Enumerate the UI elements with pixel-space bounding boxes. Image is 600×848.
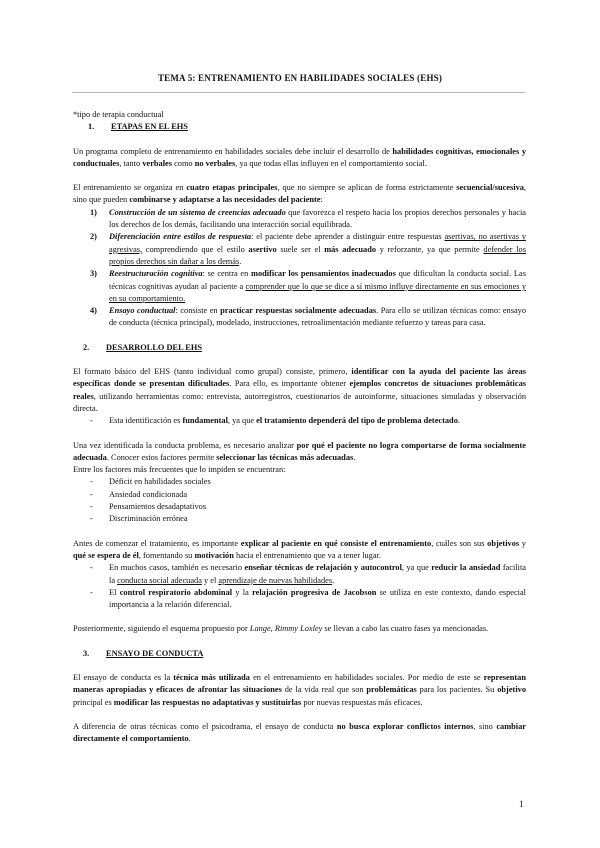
text-run: , ya que — [401, 563, 432, 573]
bold-run: el tratamiento dependerá del tipo de problema detectado — [256, 416, 458, 426]
bold-run: técnica más utilizada — [173, 672, 250, 682]
text-run: , cuáles son sus — [431, 538, 488, 548]
bold-run: reducir la ansiedad — [431, 563, 501, 573]
list-item — [73, 562, 526, 587]
text-run: se llevan a cabo las cuatro fases ya mencionadas. — [322, 624, 489, 634]
paragraph — [73, 538, 526, 563]
text-run: para los pacientes. Su — [416, 685, 498, 695]
paragraph — [73, 721, 526, 746]
text-run: : se centra en — [202, 269, 252, 279]
paragraph — [73, 366, 526, 415]
document-body — [73, 109, 526, 745]
text-run: . — [239, 256, 242, 266]
text-run: que dificultan la conducta social. Las técnicas cognitivas ayudan al paciente a — [109, 269, 526, 291]
bold-run: fundamental — [182, 416, 228, 426]
bold-italic-run: Reestructuración cognitiva — [109, 269, 203, 279]
list-item — [73, 207, 526, 232]
text-run: , ya que — [227, 416, 257, 426]
section-heading-ensayo — [73, 648, 526, 660]
text-run: y el — [201, 575, 219, 585]
bold-run: practicar respuestas socialmente adecuadas — [220, 306, 377, 316]
bold-run: no busca explorar conflictos internos — [336, 721, 474, 731]
text-run: , utilizando herramientas como: entrevista, autorregistros, cuestionarios de autoinforme, situaciones simuladas y observación directa. — [73, 391, 526, 413]
section-label: ETAPAS EN EL EHS — [111, 122, 188, 132]
text-run: por nuevas respuestas más eficaces. — [301, 697, 423, 707]
text-run: , tanto — [119, 158, 143, 168]
bold-run: más adecuado — [324, 244, 377, 254]
text-run: El formato básico del EHS (tanto individual como grupal) consiste, primero, — [73, 367, 352, 377]
text-run: , sino que pueden — [73, 183, 527, 205]
list-number: 2) — [90, 232, 97, 242]
text-run: Una vez identificada la conducta problema, es necesario analizar — [73, 440, 297, 450]
bold-run: cambiar directamente el comportamiento — [73, 721, 526, 744]
section-heading-etapas — [73, 121, 526, 133]
page-number: 1 — [519, 799, 524, 809]
list-item — [73, 231, 526, 268]
list-item: - Déficit en habilidades sociales — [73, 476, 526, 488]
text-run: En muchos casos, también es necesario — [109, 563, 245, 573]
text-run: : — [320, 195, 323, 205]
page-title: TEMA 5: ENTRENAMIENTO EN HABILIDADES SOCIALES (EHS) — [157, 73, 443, 83]
underlined-run: asertivas, no asertivas y agresivas, — [109, 232, 526, 254]
bold-italic-run: Diferenciación entre estilos de respuesta — [109, 232, 252, 242]
bold-run: asertivo — [248, 244, 277, 254]
text-run: Esta identificación es — [109, 416, 183, 426]
bold-run: objetivo — [497, 685, 526, 695]
bold-run: combinarse y adaptarse a las necesidades del paciente — [129, 195, 321, 205]
bold-run: identificar con la ayuda del paciente las áreas específicas donde se presentan dificultades — [73, 367, 526, 389]
section-label: ENSAYO DE CONDUCTA — [106, 648, 204, 658]
list-number: 3) — [90, 269, 97, 279]
paragraph: Entre los factores más frecuentes que lo impiden se encuentran: — [73, 465, 286, 475]
bold-run: cuatro etapas principales — [186, 183, 278, 193]
underlined-run: defender los propios derechos sin dañar a los demás — [109, 244, 526, 266]
section-number: 1. — [88, 122, 95, 132]
bold-run: explicar al paciente en qué consiste el entrenamiento — [240, 538, 432, 548]
bold-run: representan maneras apropiadas y eficaces de afrontar las situaciones — [73, 672, 526, 695]
section-label: DESARROLLO DEL EHS — [106, 342, 202, 352]
text-run: como — [171, 158, 195, 168]
bold-run: verbales — [142, 158, 172, 168]
bold-run: secuencial/sucesiva — [456, 183, 524, 193]
text-run: en el entrenamiento en habilidades sociales. Por medio de este se — [249, 672, 484, 682]
text-run: . Conocer estos factores permite — [106, 452, 217, 462]
bold-italic-run: Ensayo conductual — [109, 306, 176, 316]
title-divider — [72, 92, 525, 93]
list-item — [73, 305, 526, 330]
text-run: Un programa completo de entrenamiento en habilidades sociales debe incluir el desarrollo de — [73, 146, 393, 156]
underlined-run: conducta social adecuada — [117, 575, 202, 585]
text-run: El ensayo de conducta es la — [73, 672, 174, 682]
text-run: que favorezca el respeto hacia los propios derechos personales y hacia los derechos de los demás, facilitando una interacción social equilibrada. — [109, 207, 526, 230]
list-item: - Discriminación errónea — [73, 513, 526, 525]
list-item — [73, 587, 526, 612]
text-run: . — [353, 452, 356, 462]
text-run: y reforzante, ya que permite — [376, 244, 484, 254]
list-item: - Pensamientos desadaptativos — [73, 501, 526, 513]
underlined-run: comprender que lo que se dice a sí mismo influye directamente en sus emociones y en su comportamiento. — [109, 281, 526, 303]
paragraph — [73, 146, 526, 171]
bold-run: ejemplos concretos de situaciones problemáticas reales — [73, 379, 526, 401]
text-run: se utiliza en este contexto, dando especial importancia a la relación diferencial. — [109, 587, 526, 610]
paragraph — [73, 182, 526, 207]
section-number: 3. — [83, 648, 90, 658]
bold-italic-run: Construcción de un sistema de creencias adecuado — [109, 207, 286, 217]
list-item: - Ansiedad condicionada — [73, 489, 526, 501]
text-run: , sino — [473, 721, 497, 731]
text-run: facilita la — [109, 563, 526, 585]
underlined-run: aprendizaje de nuevas habilidades — [218, 575, 333, 585]
bold-run: objetivos — [487, 538, 520, 548]
factors-list — [73, 476, 526, 525]
text-run: . — [457, 416, 460, 426]
bold-run: modificar los pensamientos inadecuados — [251, 269, 396, 279]
text-run: . — [332, 575, 335, 585]
text-run: . — [188, 734, 191, 744]
dash-list — [73, 415, 526, 427]
bold-run: motivación — [194, 550, 234, 560]
note-line: *tipo de terapia conductual — [73, 110, 164, 119]
list-number: 4) — [90, 306, 97, 316]
bold-run: habilidades cognitivas, emocionales y conductuales — [73, 146, 526, 168]
bold-run: control respiratorio abdominal — [119, 587, 233, 597]
dash-list — [73, 562, 526, 611]
bold-run: no verbales — [194, 158, 236, 168]
bold-run: seleccionar las técnicas más adecuadas — [216, 452, 354, 462]
text-run: de la vida real que son — [281, 685, 367, 695]
text-run: : el paciente debe aprender a distinguir entre respuestas — [251, 232, 445, 242]
paragraph — [73, 672, 526, 709]
bold-run: por qué el paciente no logra comportarse de forma socialmente adecuada — [73, 440, 526, 462]
text-run: , fomentando su — [138, 550, 195, 560]
text-run: , ya que todas ellas influyen en el comportamiento social. — [235, 158, 427, 168]
paragraph — [73, 440, 526, 465]
bold-run: problemáticas — [366, 685, 417, 695]
section-number: 2. — [83, 342, 90, 352]
text-run: El entrenamiento se organiza en — [73, 183, 187, 193]
text-run: suele ser el — [276, 244, 325, 254]
bold-run: enseñar técnicas de relajación y autocontrol — [244, 563, 402, 573]
text-run: El — [109, 587, 120, 597]
text-run: Antes de comenzar el tratamiento, es importante — [73, 538, 241, 548]
text-run: y la — [232, 587, 253, 597]
bold-run: qué se espera de él — [73, 550, 139, 560]
text-run: comprendiendo que el estilo — [142, 244, 249, 254]
list-item — [73, 415, 526, 427]
text-run: Posteriormente, siguiendo el esquema propuesto por — [73, 624, 250, 634]
paragraph — [73, 623, 526, 635]
italic-run: Lange, Rimmy Loxley — [249, 624, 323, 634]
text-run: : consiste en — [175, 306, 221, 316]
section-heading-desarrollo — [73, 342, 526, 354]
text-run: y — [519, 538, 526, 548]
text-run: principal es — [73, 697, 114, 707]
text-run: hacia el entrenamiento que va a tener lugar. — [233, 550, 381, 560]
stages-list — [73, 207, 526, 330]
text-run: A diferencia de otras técnicas como el psicodrama, el ensayo de conducta — [73, 721, 337, 731]
list-number: 1) — [90, 207, 97, 217]
text-run: . Para ello, es importante obtener — [229, 379, 350, 389]
list-item — [73, 268, 526, 305]
text-run: . Para ello se utilizan técnicas como: ensayo de conducta (técnica principal), modelado, instrucciones, retroalimentación mediante refuerzo y tareas para casa. — [109, 306, 526, 328]
bold-run: modificar las respuestas no adaptativas y sustituirlas — [113, 697, 302, 707]
text-run: , que no siempre se aplican de forma estrictamente — [277, 183, 457, 193]
bold-run: relajación progresiva de Jacobson — [252, 587, 377, 597]
